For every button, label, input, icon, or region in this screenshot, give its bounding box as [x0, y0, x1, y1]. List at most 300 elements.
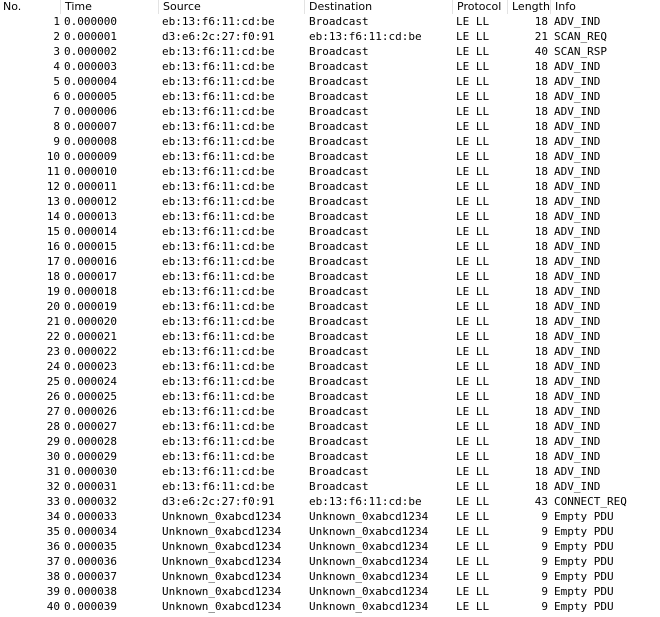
packet-rows: [0, 14, 660, 614]
packet-length: 18: [534, 105, 548, 118]
packet-destination: Broadcast: [309, 330, 369, 343]
packet-source: Unknown_0xabcd1234: [162, 540, 282, 553]
packet-source: eb:13:f6:11:cd:be: [162, 45, 275, 58]
packet-source: eb:13:f6:11:cd:be: [162, 255, 275, 268]
packet-time: 0.000030: [64, 465, 117, 478]
packet-info: Empty PDU: [554, 570, 614, 583]
packet-info: ADV_IND: [554, 390, 601, 403]
packet-source: eb:13:f6:11:cd:be: [162, 90, 275, 103]
packet-length: 18: [534, 255, 548, 268]
packet-length: 18: [534, 285, 548, 298]
packet-length: 18: [534, 375, 548, 388]
packet-protocol: LE LL: [456, 525, 490, 538]
packet-row[interactable]: [0, 44, 660, 59]
column-header-source[interactable]: Source: [158, 0, 309, 14]
packet-info: ADV_IND: [554, 420, 601, 433]
packet-destination: Broadcast: [309, 450, 369, 463]
packet-row[interactable]: [0, 509, 660, 524]
packet-info: Empty PDU: [554, 585, 614, 598]
packet-no: 1: [53, 15, 60, 28]
packet-source: eb:13:f6:11:cd:be: [162, 420, 275, 433]
packet-source: eb:13:f6:11:cd:be: [162, 15, 275, 28]
packet-row[interactable]: [0, 149, 660, 164]
packet-destination: Broadcast: [309, 210, 369, 223]
packet-no: 11: [46, 165, 60, 178]
packet-protocol: LE LL: [456, 450, 490, 463]
packet-destination: Broadcast: [309, 180, 369, 193]
packet-time: 0.000006: [64, 105, 117, 118]
packet-destination: Broadcast: [309, 405, 369, 418]
packet-source: eb:13:f6:11:cd:be: [162, 210, 275, 223]
packet-time: 0.000033: [64, 510, 117, 523]
packet-time: 0.000012: [64, 195, 117, 208]
packet-destination: Broadcast: [309, 465, 369, 478]
packet-row[interactable]: [0, 404, 660, 419]
packet-destination: Unknown_0xabcd1234: [309, 585, 429, 598]
packet-time: 0.000024: [64, 375, 117, 388]
packet-destination: Broadcast: [309, 120, 369, 133]
packet-row[interactable]: [0, 194, 660, 209]
packet-no: 32: [46, 480, 60, 493]
packet-protocol: LE LL: [456, 555, 490, 568]
packet-source: eb:13:f6:11:cd:be: [162, 75, 275, 88]
packet-protocol: LE LL: [456, 570, 490, 583]
column-header-info[interactable]: Info: [550, 0, 660, 14]
packet-no: 17: [46, 255, 60, 268]
packet-protocol: LE LL: [456, 315, 490, 328]
packet-info: Empty PDU: [554, 540, 614, 553]
packet-source: Unknown_0xabcd1234: [162, 525, 282, 538]
packet-destination: Unknown_0xabcd1234: [309, 525, 429, 538]
packet-row[interactable]: [0, 239, 660, 254]
packet-source: Unknown_0xabcd1234: [162, 555, 282, 568]
packet-destination: Broadcast: [309, 90, 369, 103]
packet-row[interactable]: [0, 74, 660, 89]
packet-protocol: LE LL: [456, 165, 490, 178]
column-header-protocol[interactable]: Protocol: [452, 0, 512, 14]
packet-length: 9: [541, 525, 548, 538]
packet-length: 18: [534, 240, 548, 253]
packet-protocol: LE LL: [456, 600, 490, 613]
packet-length: 18: [534, 210, 548, 223]
packet-destination: Broadcast: [309, 15, 369, 28]
packet-list-header: [0, 0, 660, 14]
packet-protocol: LE LL: [456, 90, 490, 103]
packet-time: 0.000015: [64, 240, 117, 253]
packet-destination: Broadcast: [309, 60, 369, 73]
packet-no: 31: [46, 465, 60, 478]
packet-time: 0.000010: [64, 165, 117, 178]
packet-info: ADV_IND: [554, 330, 601, 343]
packet-destination: Broadcast: [309, 255, 369, 268]
packet-destination: Broadcast: [309, 300, 369, 313]
packet-info: ADV_IND: [554, 375, 601, 388]
packet-info: SCAN_REQ: [554, 30, 607, 43]
packet-length: 18: [534, 315, 548, 328]
packet-time: 0.000000: [64, 15, 117, 28]
packet-time: 0.000004: [64, 75, 117, 88]
packet-length: 18: [534, 480, 548, 493]
packet-protocol: LE LL: [456, 390, 490, 403]
packet-source: eb:13:f6:11:cd:be: [162, 390, 275, 403]
packet-length: 18: [534, 405, 548, 418]
packet-time: 0.000002: [64, 45, 117, 58]
packet-row[interactable]: [0, 359, 660, 374]
packet-source: eb:13:f6:11:cd:be: [162, 285, 275, 298]
packet-source: d3:e6:2c:27:f0:91: [162, 495, 275, 508]
column-header-length[interactable]: Length: [507, 0, 555, 14]
packet-source: Unknown_0xabcd1234: [162, 600, 282, 613]
packet-row[interactable]: [0, 284, 660, 299]
packet-protocol: LE LL: [456, 480, 490, 493]
packet-info: ADV_IND: [554, 435, 601, 448]
packet-row[interactable]: [0, 329, 660, 344]
packet-source: Unknown_0xabcd1234: [162, 585, 282, 598]
packet-source: eb:13:f6:11:cd:be: [162, 345, 275, 358]
packet-destination: Broadcast: [309, 375, 369, 388]
packet-no: 28: [46, 420, 60, 433]
packet-time: 0.000036: [64, 555, 117, 568]
packet-destination: Broadcast: [309, 165, 369, 178]
packet-no: 20: [46, 300, 60, 313]
packet-destination: Broadcast: [309, 195, 369, 208]
packet-length: 9: [541, 570, 548, 583]
packet-source: eb:13:f6:11:cd:be: [162, 150, 275, 163]
packet-row[interactable]: [0, 119, 660, 134]
packet-time: 0.000014: [64, 225, 117, 238]
packet-source: eb:13:f6:11:cd:be: [162, 405, 275, 418]
packet-length: 18: [534, 165, 548, 178]
packet-info: ADV_IND: [554, 255, 601, 268]
packet-no: 9: [53, 135, 60, 148]
packet-protocol: LE LL: [456, 435, 490, 448]
packet-no: 21: [46, 315, 60, 328]
packet-row[interactable]: [0, 524, 660, 539]
packet-destination: eb:13:f6:11:cd:be: [309, 30, 422, 43]
packet-destination: Broadcast: [309, 360, 369, 373]
packet-destination: Broadcast: [309, 45, 369, 58]
packet-info: ADV_IND: [554, 450, 601, 463]
packet-protocol: LE LL: [456, 465, 490, 478]
packet-protocol: LE LL: [456, 225, 490, 238]
packet-row[interactable]: [0, 299, 660, 314]
packet-no: 3: [53, 45, 60, 58]
packet-time: 0.000005: [64, 90, 117, 103]
packet-row[interactable]: [0, 224, 660, 239]
packet-time: 0.000034: [64, 525, 117, 538]
packet-source: eb:13:f6:11:cd:be: [162, 60, 275, 73]
packet-destination: Unknown_0xabcd1234: [309, 570, 429, 583]
packet-source: eb:13:f6:11:cd:be: [162, 240, 275, 253]
packet-source: eb:13:f6:11:cd:be: [162, 315, 275, 328]
packet-destination: Broadcast: [309, 270, 369, 283]
packet-info: ADV_IND: [554, 315, 601, 328]
packet-destination: Broadcast: [309, 105, 369, 118]
packet-row[interactable]: [0, 389, 660, 404]
packet-no: 2: [53, 30, 60, 43]
packet-info: ADV_IND: [554, 120, 601, 133]
packet-no: 22: [46, 330, 60, 343]
packet-destination: Broadcast: [309, 225, 369, 238]
packet-source: Unknown_0xabcd1234: [162, 510, 282, 523]
packet-info: ADV_IND: [554, 480, 601, 493]
packet-source: eb:13:f6:11:cd:be: [162, 465, 275, 478]
packet-no: 36: [46, 540, 60, 553]
packet-info: ADV_IND: [554, 15, 601, 28]
packet-protocol: LE LL: [456, 405, 490, 418]
packet-destination: Broadcast: [309, 75, 369, 88]
packet-row[interactable]: [0, 104, 660, 119]
packet-row[interactable]: [0, 179, 660, 194]
packet-destination: Broadcast: [309, 315, 369, 328]
packet-length: 18: [534, 90, 548, 103]
packet-info: ADV_IND: [554, 240, 601, 253]
packet-time: 0.000016: [64, 255, 117, 268]
packet-time: 0.000008: [64, 135, 117, 148]
packet-no: 8: [53, 120, 60, 133]
packet-info: ADV_IND: [554, 150, 601, 163]
packet-source: eb:13:f6:11:cd:be: [162, 120, 275, 133]
packet-info: ADV_IND: [554, 165, 601, 178]
packet-info: ADV_IND: [554, 405, 601, 418]
packet-info: Empty PDU: [554, 510, 614, 523]
packet-length: 18: [534, 465, 548, 478]
packet-time: 0.000026: [64, 405, 117, 418]
packet-row[interactable]: [0, 479, 660, 494]
packet-time: 0.000031: [64, 480, 117, 493]
packet-time: 0.000019: [64, 300, 117, 313]
packet-row[interactable]: [0, 134, 660, 149]
packet-row[interactable]: [0, 89, 660, 104]
packet-time: 0.000001: [64, 30, 117, 43]
packet-source: eb:13:f6:11:cd:be: [162, 480, 275, 493]
packet-destination: Broadcast: [309, 150, 369, 163]
packet-no: 19: [46, 285, 60, 298]
packet-length: 18: [534, 60, 548, 73]
packet-no: 39: [46, 585, 60, 598]
packet-source: eb:13:f6:11:cd:be: [162, 450, 275, 463]
packet-info: ADV_IND: [554, 75, 601, 88]
packet-source: eb:13:f6:11:cd:be: [162, 330, 275, 343]
packet-info: ADV_IND: [554, 105, 601, 118]
packet-info: SCAN_RSP: [554, 45, 607, 58]
packet-row[interactable]: [0, 449, 660, 464]
packet-time: 0.000029: [64, 450, 117, 463]
packet-time: 0.000007: [64, 120, 117, 133]
packet-no: 34: [46, 510, 60, 523]
packet-time: 0.000037: [64, 570, 117, 583]
column-header-destination[interactable]: Destination: [304, 0, 457, 14]
packet-info: ADV_IND: [554, 180, 601, 193]
packet-protocol: LE LL: [456, 60, 490, 73]
packet-time: 0.000039: [64, 600, 117, 613]
packet-info: Empty PDU: [554, 525, 614, 538]
packet-time: 0.000017: [64, 270, 117, 283]
packet-no: 7: [53, 105, 60, 118]
packet-info: ADV_IND: [554, 210, 601, 223]
packet-length: 9: [541, 585, 548, 598]
packet-source: eb:13:f6:11:cd:be: [162, 180, 275, 193]
packet-no: 30: [46, 450, 60, 463]
packet-no: 23: [46, 345, 60, 358]
packet-time: 0.000009: [64, 150, 117, 163]
column-header-no[interactable]: No.: [3, 0, 22, 13]
packet-time: 0.000025: [64, 390, 117, 403]
packet-row[interactable]: [0, 434, 660, 449]
packet-row[interactable]: [0, 254, 660, 269]
packet-no: 16: [46, 240, 60, 253]
packet-no: 10: [46, 150, 60, 163]
packet-protocol: LE LL: [456, 45, 490, 58]
packet-length: 43: [534, 495, 548, 508]
packet-row[interactable]: [0, 599, 660, 614]
packet-info: ADV_IND: [554, 465, 601, 478]
packet-no: 35: [46, 525, 60, 538]
packet-info: ADV_IND: [554, 225, 601, 238]
packet-protocol: LE LL: [456, 240, 490, 253]
packet-info: Empty PDU: [554, 600, 614, 613]
packet-destination: Broadcast: [309, 345, 369, 358]
packet-row[interactable]: [0, 554, 660, 569]
packet-length: 18: [534, 330, 548, 343]
packet-protocol: LE LL: [456, 120, 490, 133]
packet-no: 38: [46, 570, 60, 583]
packet-source: d3:e6:2c:27:f0:91: [162, 30, 275, 43]
packet-time: 0.000003: [64, 60, 117, 73]
packet-length: 18: [534, 195, 548, 208]
packet-row[interactable]: [0, 344, 660, 359]
packet-time: 0.000035: [64, 540, 117, 553]
packet-length: 18: [534, 120, 548, 133]
packet-source: eb:13:f6:11:cd:be: [162, 300, 275, 313]
packet-length: 18: [534, 420, 548, 433]
packet-row[interactable]: [0, 269, 660, 284]
packet-source: Unknown_0xabcd1234: [162, 570, 282, 583]
packet-time: 0.000023: [64, 360, 117, 373]
packet-protocol: LE LL: [456, 15, 490, 28]
packet-source: eb:13:f6:11:cd:be: [162, 270, 275, 283]
packet-time: 0.000018: [64, 285, 117, 298]
packet-length: 18: [534, 300, 548, 313]
packet-row[interactable]: [0, 14, 660, 29]
packet-time: 0.000011: [64, 180, 117, 193]
packet-source: eb:13:f6:11:cd:be: [162, 360, 275, 373]
packet-time: 0.000021: [64, 330, 117, 343]
packet-row[interactable]: [0, 569, 660, 584]
packet-protocol: LE LL: [456, 420, 490, 433]
packet-info: ADV_IND: [554, 300, 601, 313]
packet-protocol: LE LL: [456, 135, 490, 148]
packet-length: 18: [534, 150, 548, 163]
packet-source: eb:13:f6:11:cd:be: [162, 105, 275, 118]
column-header-time[interactable]: Time: [60, 0, 163, 14]
packet-time: 0.000032: [64, 495, 117, 508]
packet-no: 37: [46, 555, 60, 568]
packet-row[interactable]: [0, 464, 660, 479]
packet-destination: Unknown_0xabcd1234: [309, 600, 429, 613]
packet-destination: Broadcast: [309, 480, 369, 493]
packet-row[interactable]: [0, 164, 660, 179]
packet-destination: Unknown_0xabcd1234: [309, 540, 429, 553]
packet-time: 0.000028: [64, 435, 117, 448]
packet-protocol: LE LL: [456, 255, 490, 268]
packet-length: 18: [534, 15, 548, 28]
packet-destination: Broadcast: [309, 285, 369, 298]
packet-row[interactable]: [0, 29, 660, 44]
packet-time: 0.000013: [64, 210, 117, 223]
packet-row[interactable]: [0, 314, 660, 329]
packet-info: ADV_IND: [554, 360, 601, 373]
packet-time: 0.000020: [64, 315, 117, 328]
packet-row[interactable]: [0, 494, 660, 509]
packet-info: ADV_IND: [554, 90, 601, 103]
packet-info: ADV_IND: [554, 195, 601, 208]
packet-protocol: LE LL: [456, 180, 490, 193]
packet-length: 9: [541, 600, 548, 613]
packet-protocol: LE LL: [456, 105, 490, 118]
packet-no: 15: [46, 225, 60, 238]
packet-no: 27: [46, 405, 60, 418]
packet-row[interactable]: [0, 374, 660, 389]
packet-length: 18: [534, 75, 548, 88]
packet-protocol: LE LL: [456, 75, 490, 88]
packet-no: 5: [53, 75, 60, 88]
packet-row[interactable]: [0, 209, 660, 224]
packet-row[interactable]: [0, 584, 660, 599]
packet-no: 4: [53, 60, 60, 73]
packet-source: eb:13:f6:11:cd:be: [162, 195, 275, 208]
packet-protocol: LE LL: [456, 150, 490, 163]
packet-protocol: LE LL: [456, 270, 490, 283]
packet-row[interactable]: [0, 539, 660, 554]
packet-source: eb:13:f6:11:cd:be: [162, 225, 275, 238]
packet-no: 12: [46, 180, 60, 193]
packet-no: 13: [46, 195, 60, 208]
packet-length: 9: [541, 540, 548, 553]
packet-no: 40: [46, 600, 60, 613]
packet-info: ADV_IND: [554, 285, 601, 298]
packet-destination: Unknown_0xabcd1234: [309, 555, 429, 568]
packet-destination: Unknown_0xabcd1234: [309, 510, 429, 523]
packet-destination: Broadcast: [309, 240, 369, 253]
packet-row[interactable]: [0, 419, 660, 434]
packet-length: 21: [534, 30, 548, 43]
packet-source: eb:13:f6:11:cd:be: [162, 165, 275, 178]
packet-destination: Broadcast: [309, 390, 369, 403]
packet-info: ADV_IND: [554, 345, 601, 358]
packet-protocol: LE LL: [456, 195, 490, 208]
packet-protocol: LE LL: [456, 210, 490, 223]
packet-destination: Broadcast: [309, 135, 369, 148]
packet-protocol: LE LL: [456, 510, 490, 523]
packet-protocol: LE LL: [456, 585, 490, 598]
packet-protocol: LE LL: [456, 360, 490, 373]
packet-length: 18: [534, 270, 548, 283]
packet-length: 40: [534, 45, 548, 58]
packet-protocol: LE LL: [456, 300, 490, 313]
packet-length: 18: [534, 360, 548, 373]
packet-info: ADV_IND: [554, 60, 601, 73]
packet-protocol: LE LL: [456, 375, 490, 388]
packet-row[interactable]: [0, 59, 660, 74]
packet-length: 9: [541, 555, 548, 568]
packet-length: 18: [534, 390, 548, 403]
packet-no: 29: [46, 435, 60, 448]
packet-length: 18: [534, 450, 548, 463]
packet-info: ADV_IND: [554, 135, 601, 148]
packet-info: ADV_IND: [554, 270, 601, 283]
packet-protocol: LE LL: [456, 540, 490, 553]
